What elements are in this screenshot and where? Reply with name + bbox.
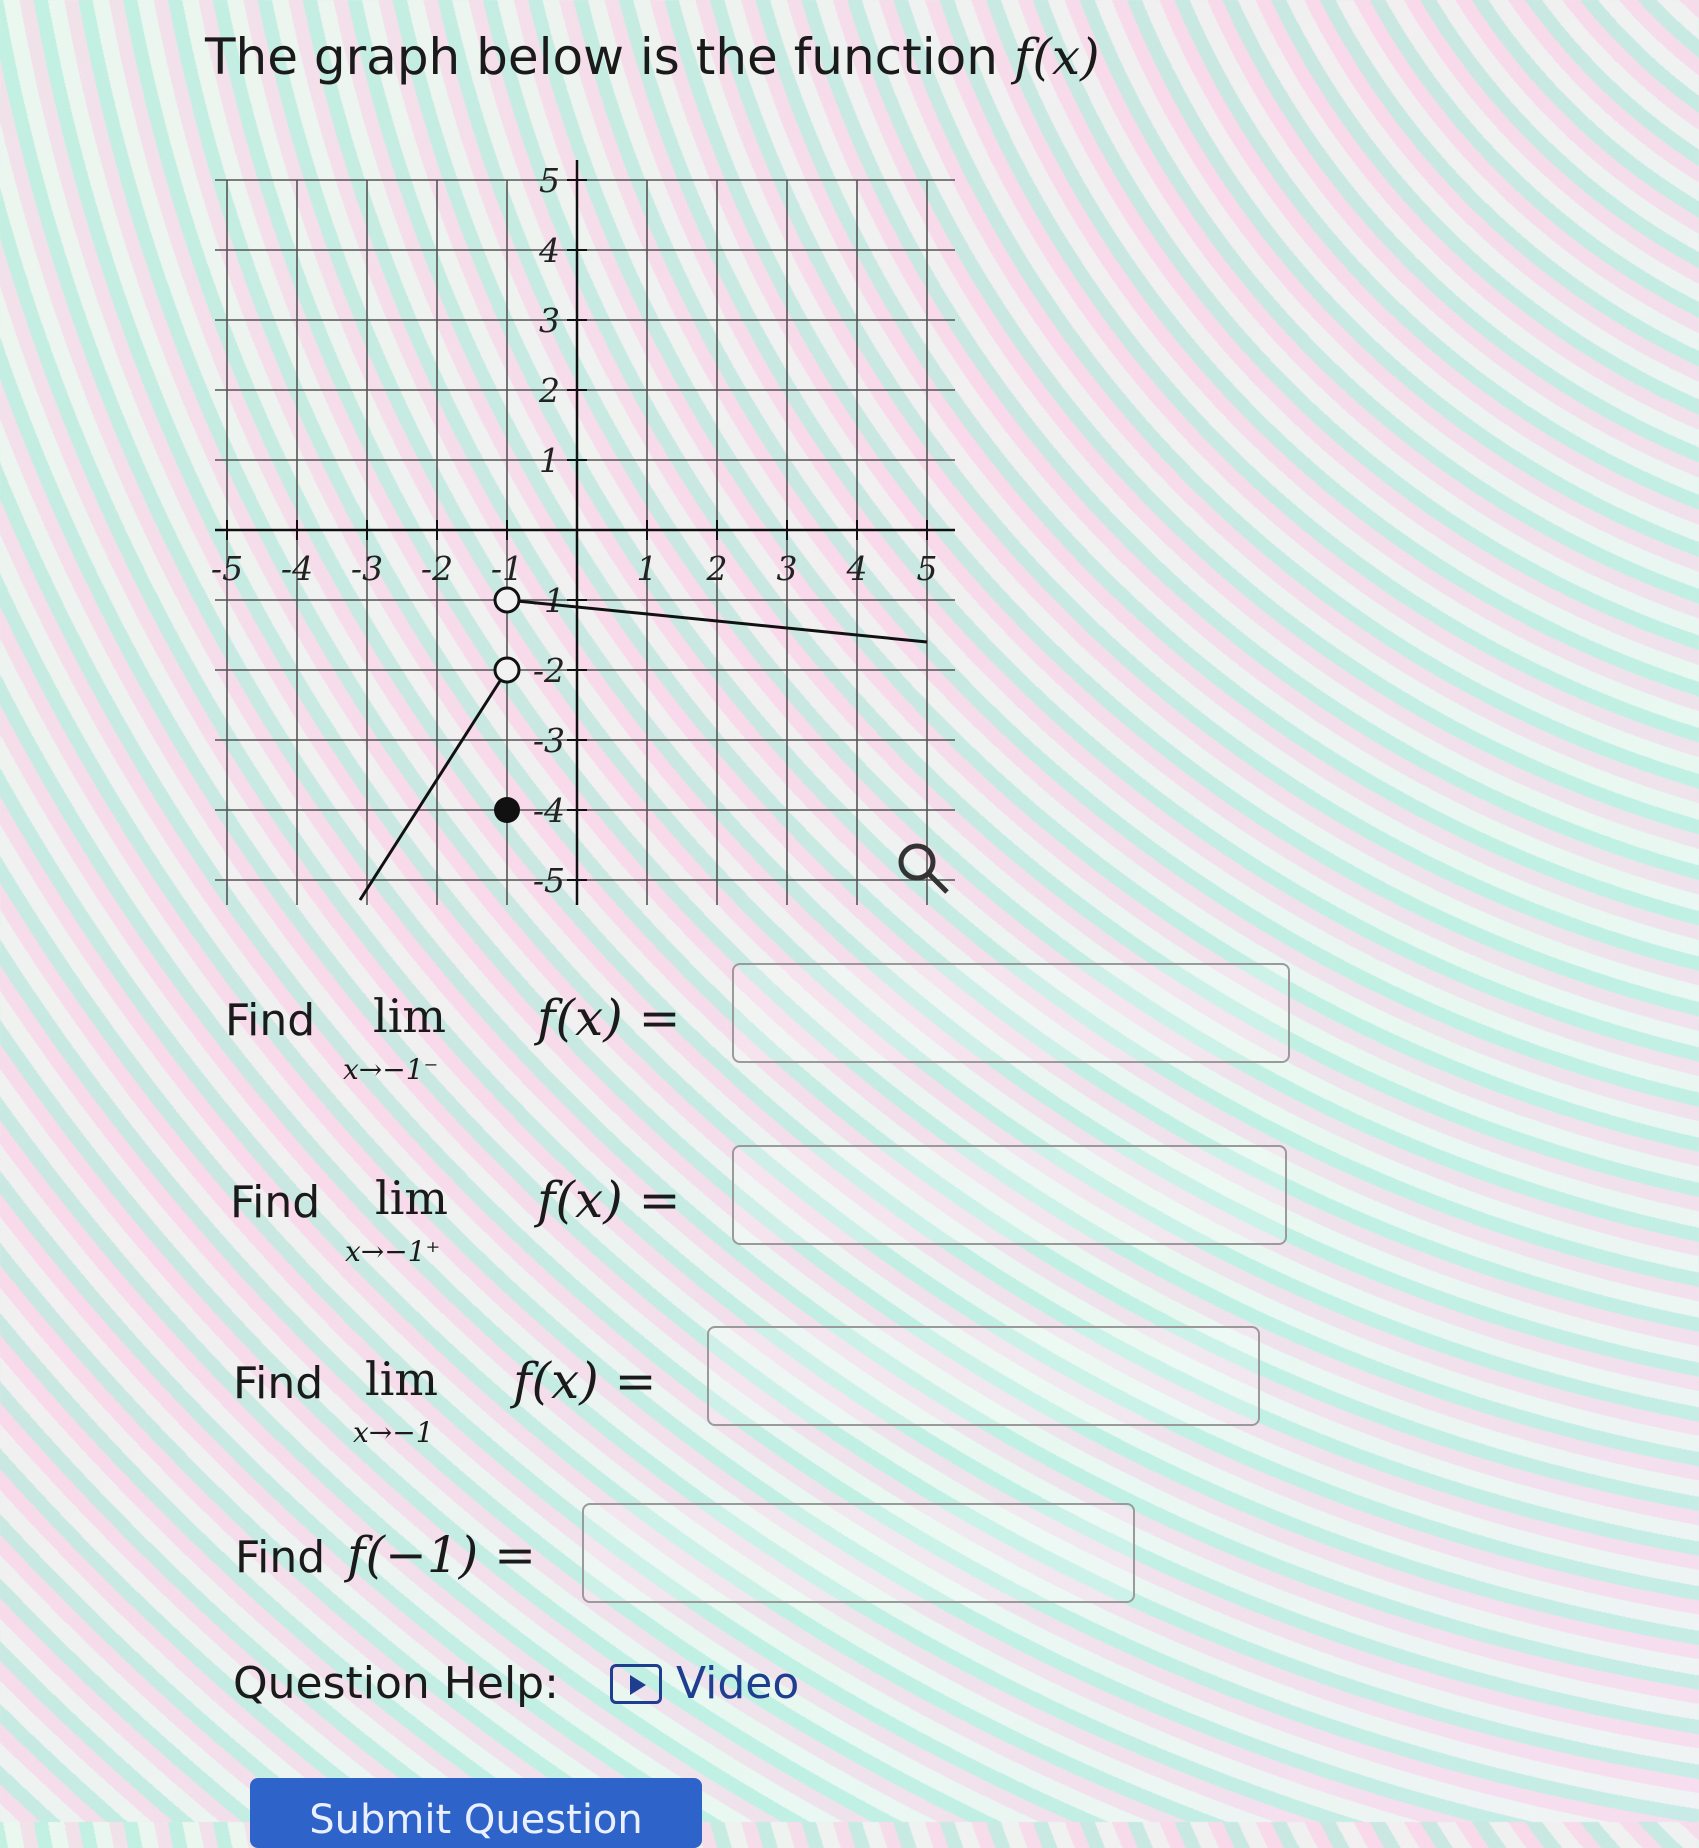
x-tick-label: 5 [916,549,938,588]
graph-zoom-icon[interactable] [901,846,947,892]
y-tick-label: 5 [539,161,560,200]
video-help-link[interactable] [610,1658,799,1709]
x-tick-label: 3 [776,549,798,588]
limit-subscript: x→−1⁺ [345,1235,441,1268]
y-tick-label: 2 [539,371,560,410]
y-tick-label: 1 [539,441,560,480]
x-tick-label: -4 [280,549,314,588]
x-tick-label: -2 [420,549,454,588]
x-tick-label: -1 [490,549,524,588]
y-tick-label: -2 [532,651,565,690]
x-tick-label: -5 [210,549,244,588]
answer-input-function-value[interactable] [582,1503,1135,1603]
function-expression: f(x) = [537,1171,681,1229]
x-tick-label: 4 [846,549,868,588]
y-tick-label: 3 [539,301,560,340]
answer-input-left-limit[interactable] [732,963,1290,1063]
find-label: Find [235,1532,326,1583]
lim-label: lim [365,1352,439,1406]
function-graph [205,150,965,910]
closed-dot-function-value [494,797,520,823]
x-tick-label: -3 [350,549,384,588]
x-tick-label: 2 [706,549,728,588]
open-dot-right-limit [495,588,519,612]
function-expression: f(−1) = [347,1526,537,1584]
question-title [205,28,1100,86]
lim-label: lim [373,989,447,1043]
axes [215,160,955,905]
y-tick-label: -3 [532,721,565,760]
title-function: f(x) [1013,28,1100,86]
play-icon [610,1664,662,1704]
find-label: Find [225,995,316,1046]
open-dot-left-limit [495,658,519,682]
y-tick-label: -1 [532,581,565,620]
submit-question-button[interactable]: Submit Question [250,1778,702,1848]
answer-input-right-limit[interactable] [732,1145,1287,1245]
answer-input-two-sided-limit[interactable] [707,1326,1260,1426]
limit-subscript: x→−1⁻ [343,1053,439,1086]
function-curve [360,600,927,900]
left-segment [360,670,507,900]
grid-lines [215,180,955,905]
video-link-label: Video [676,1658,800,1709]
function-expression: f(x) = [537,989,681,1047]
x-tick-label: 1 [636,549,658,588]
y-tick-label: -5 [532,861,565,900]
question-help-label: Question Help: [233,1658,559,1709]
title-text: The graph below is the function [205,28,998,86]
lim-label: lim [375,1171,449,1225]
y-tick-label: -4 [532,791,565,830]
find-label: Find [230,1177,321,1228]
y-tick-label: 4 [539,231,560,270]
find-label: Find [233,1358,324,1409]
function-expression: f(x) = [513,1352,657,1410]
limit-subscript: x→−1 [353,1416,434,1449]
